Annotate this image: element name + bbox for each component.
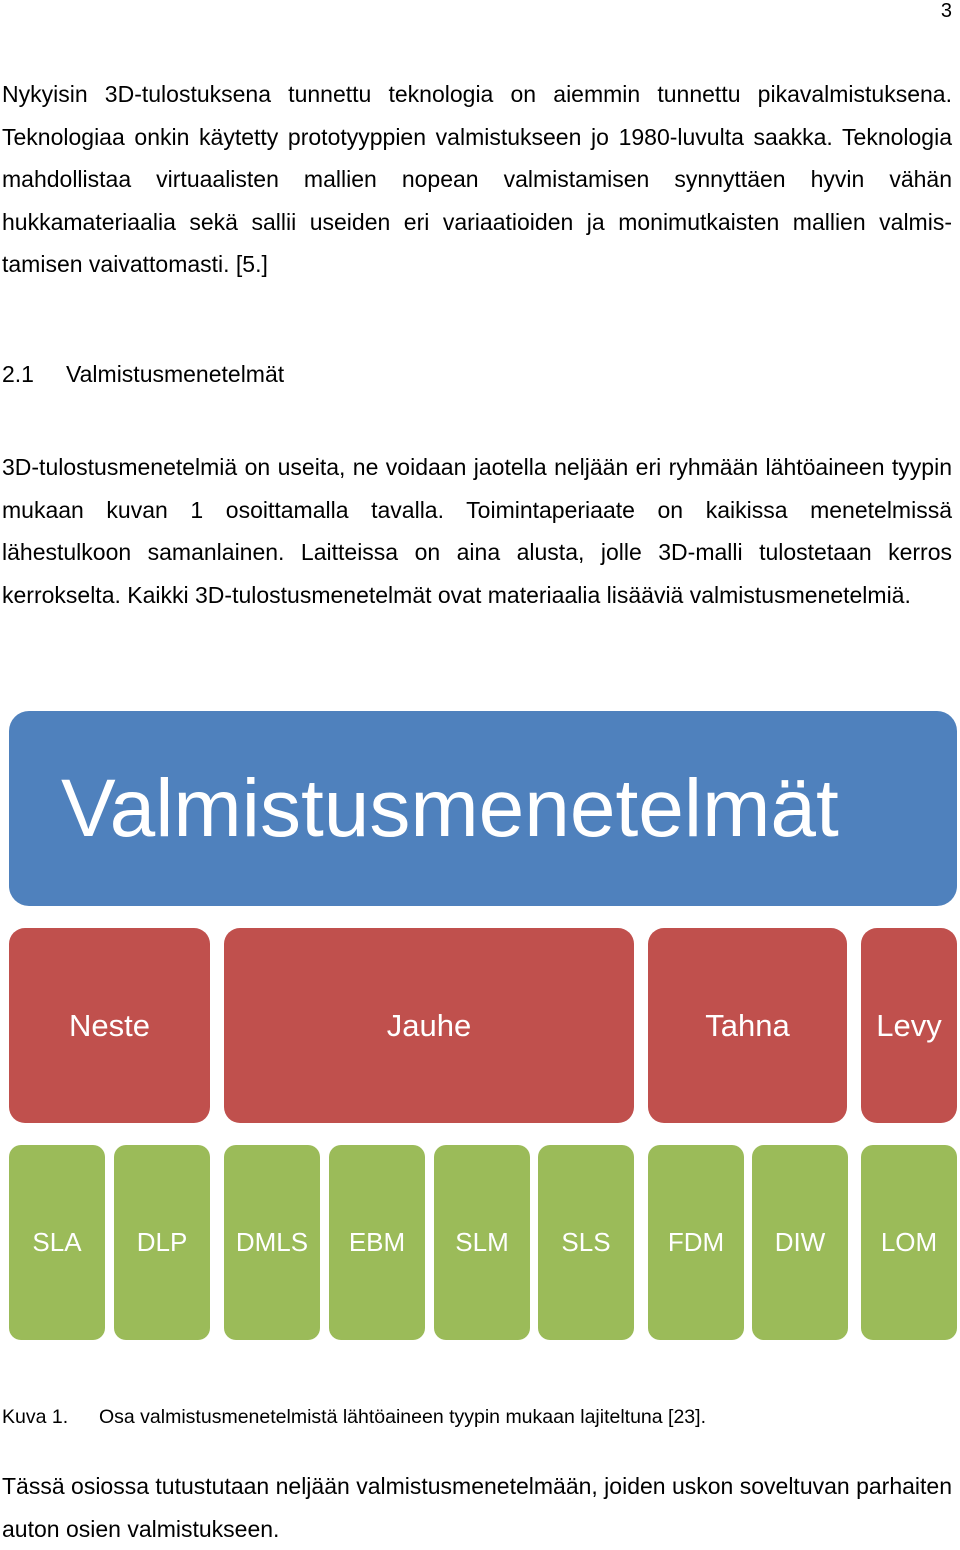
- group-box-tahna: Tahna: [648, 928, 847, 1123]
- group-box-levy: Levy: [861, 928, 957, 1123]
- method-box-lom: LOM: [861, 1145, 957, 1340]
- method-box-ebm: EBM: [329, 1145, 425, 1340]
- method-box-diw: DIW: [752, 1145, 848, 1340]
- page-number: 3: [940, 0, 952, 22]
- section-title: Valmistusmenetelmät: [66, 361, 285, 387]
- method-box-slm: SLM: [434, 1145, 530, 1340]
- method-box-sla: SLA: [9, 1145, 105, 1340]
- method-box-sls: SLS: [538, 1145, 634, 1340]
- closing-paragraph: Tässä osiossa tutustutaan neljään valmistusmenetelmään, joiden uskon soveltuvan parhaiten auton osien valmistukseen.: [2, 1473, 952, 1542]
- method-box-fdm: FDM: [648, 1145, 744, 1340]
- diagram-root-box: Valmistusmenetelmät: [9, 711, 957, 906]
- figure-caption: [2, 1402, 706, 1432]
- section-heading: [2, 356, 284, 392]
- methods-paragraph: 3D-tulostusmenetelmiä on useita, ne voidaan jaotella neljään eri ryhmään lähtöaineen tyypin mukaan kuvan 1 osoittamalla tavalla. Toimintaperiaate on kaikissa menetelmissä lähestulkoon samanlainen. Laitteissa on aina alusta, jolle 3D-malli tulostetaan kerros kerrokselta. Kaikki 3D-tulostusmenetelmät ovat materiaalia lisääviä valmistusmenetelmiä.: [2, 454, 952, 608]
- group-box-neste: Neste: [9, 928, 210, 1123]
- caption-text: Osa valmistusmenetelmistä lähtöaineen tyypin mukaan lajiteltuna [23].: [99, 1406, 706, 1428]
- group-box-jauhe: Jauhe: [224, 928, 634, 1123]
- caption-label: Kuva 1.: [2, 1406, 69, 1428]
- intro-paragraph: Nykyisin 3D-tulostuksena tunnettu teknologia on aiemmin tunnettu pikavalmistuksena. Teknologiaa onkin käytetty prototyyppien valmistukseen jo 1980-luvulta saakka. Teknologia mahdollistaa virtuaalisten mallien nopean valmistamisen synnyttäen hyvin vähän hukkamateriaalia sekä sallii useiden eri variaatioiden ja monimutkaisten mallien valmistamisen vaivattomasti. [5.]: [2, 81, 952, 277]
- section-number: 2.1: [2, 361, 34, 387]
- method-box-dlp: DLP: [114, 1145, 210, 1340]
- method-box-dmls: DMLS: [224, 1145, 320, 1340]
